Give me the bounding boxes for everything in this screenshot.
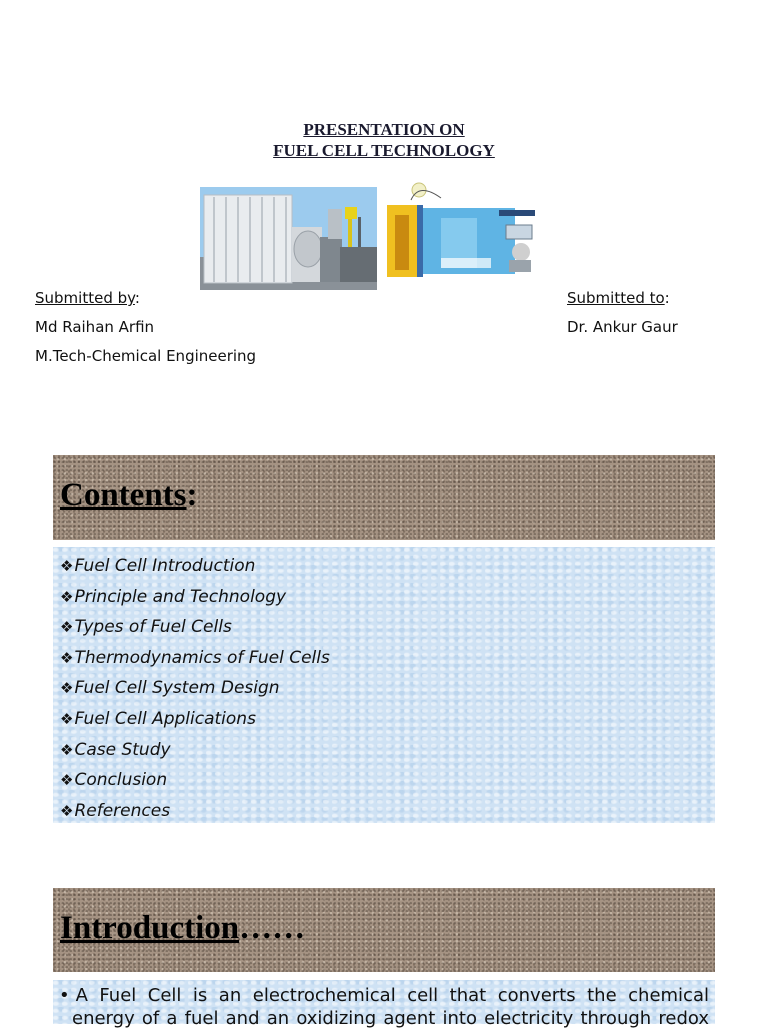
contents-bullet-icon: ❖ [60,648,74,667]
contents-bullet-icon: ❖ [60,557,74,575]
contents-item-label: Fuel Cell Introduction [74,556,256,576]
submitted-by-colon: : [134,289,140,307]
fuel-cell-plant-photo [200,187,377,290]
submitter-name: Md Raihan Arfin [35,318,155,336]
introduction-panel [53,980,715,1029]
fuel-cell-diagram [381,180,541,290]
contents-item [60,735,330,766]
introduction-bullet: • [59,985,70,1006]
contents-bullet-icon: ❖ [60,771,74,790]
contents-bullet-icon: ❖ [60,709,74,728]
contents-bullet-icon: ❖ [60,801,74,820]
introduction-text [59,984,709,1030]
contents-panel [53,547,715,823]
contents-item-label: Fuel Cell Applications [74,708,256,729]
introduction-heading-text: Introduction [60,910,240,946]
contents-heading [60,477,198,514]
submitted-to-colon: : [664,289,670,307]
contents-item [60,551,330,582]
contents-list [60,551,330,826]
introduction-heading [60,910,305,947]
submitted-by-label: Submitted by [35,289,135,307]
contents-item [60,643,330,674]
contents-item [60,765,330,796]
submitted-to-label: Submitted to [567,289,665,307]
contents-bullet-icon: ❖ [60,618,74,637]
contents-item-label: Principle and Technology [74,586,287,607]
contents-item-label: Case Study [74,739,171,760]
contents-item [60,612,330,643]
contents-item-label: References [74,800,171,821]
title-line-1: PRESENTATION ON [303,120,465,139]
contents-item [60,704,330,735]
introduction-line-1: A Fuel Cell is an electrochemical cell that converts the chemical [75,985,709,1006]
presentation-title [0,119,768,161]
contents-heading-suffix: : [186,477,198,513]
contents-item-label: Thermodynamics of Fuel Cells [74,647,330,668]
introduction-text-line-1 [59,984,709,1007]
contents-bullet-icon: ❖ [60,679,74,698]
introduction-line-2: energy of a fuel and an oxidizing agent into electricity through redox [72,1008,709,1029]
contents-banner [53,455,715,540]
introduction-banner [53,888,715,972]
contents-item [60,796,330,827]
introduction-heading-suffix: …… [239,910,306,946]
contents-item [60,582,330,613]
contents-item-label: Fuel Cell System Design [74,678,280,699]
submitted-by-heading [35,289,140,307]
contents-item-label: Conclusion [74,770,168,791]
contents-heading-text: Contents [60,477,187,513]
contents-bullet-icon: ❖ [60,740,74,759]
contents-bullet-icon: ❖ [60,587,74,606]
submitter-program: M.Tech-Chemical Engineering [35,347,257,365]
title-line-2: FUEL CELL TECHNOLOGY [273,141,495,160]
contents-item [60,673,330,704]
recipient-name: Dr. Ankur Gaur [567,318,678,336]
contents-item-label: Types of Fuel Cells [74,617,232,638]
submitted-to-heading [567,289,670,307]
